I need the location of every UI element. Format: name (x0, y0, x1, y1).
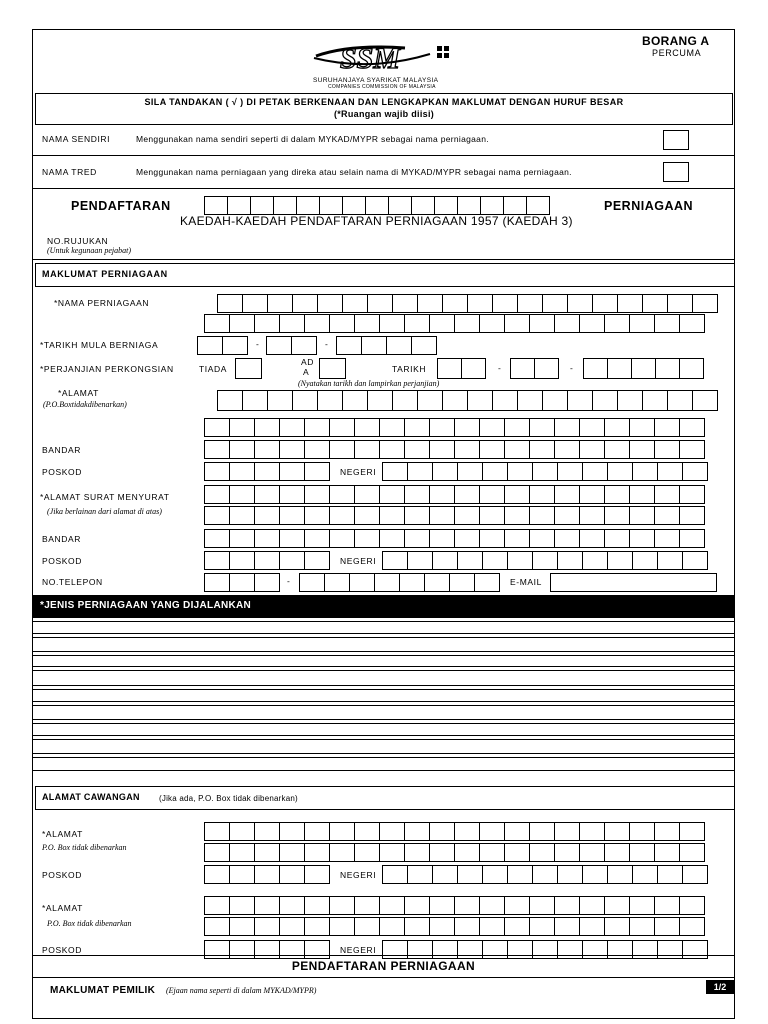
mail-address-boxes-row-1[interactable] (204, 485, 704, 504)
mail-state-boxes[interactable] (382, 551, 707, 570)
logo-text: SSM (340, 42, 401, 75)
branch-postcode-1-boxes[interactable] (204, 865, 329, 884)
branch-address-2-boxes-row-2[interactable] (204, 917, 704, 936)
email-label: E-MAIL (510, 577, 542, 587)
postcode-label: POSKOD (42, 467, 82, 477)
branch-state-1-boxes[interactable] (382, 865, 707, 884)
divider (32, 259, 735, 260)
trade-name-label: NAMA TRED (42, 167, 97, 177)
start-date-month-boxes[interactable] (266, 336, 316, 355)
city-boxes[interactable] (204, 440, 704, 459)
org-name-en: COMPANIES COMMISSION OF MALAYSIA (328, 84, 436, 90)
mail-city-boxes[interactable] (204, 529, 704, 548)
postcode-boxes[interactable] (204, 462, 329, 481)
owner-section-title: MAKLUMAT PEMILIK (50, 985, 156, 996)
branch-address-label-2: *ALAMAT (42, 903, 83, 913)
instruction-line-2: (*Ruangan wajib diisi) (333, 109, 435, 119)
branch-address-1-boxes-row-1[interactable] (204, 822, 704, 841)
business-type-line[interactable] (32, 621, 735, 634)
partnership-none-label: TIADA (199, 364, 228, 374)
phone-prefix-boxes[interactable] (204, 573, 279, 592)
start-date-label: *TARIKH MULA BERNIAGA (40, 340, 159, 350)
address-label: *ALAMAT (58, 388, 99, 398)
form-subtitle: KAEDAH-KAEDAH PENDAFTARAN PERNIAGAAN 1957 (KAEDAH 3) (180, 214, 573, 228)
partnership-yes-checkbox[interactable] (319, 358, 346, 379)
divider (32, 955, 735, 956)
partnership-label: *PERJANJIAN PERKONGSIAN (40, 364, 174, 374)
own-name-label: NAMA SENDIRI (42, 134, 111, 144)
partnership-yes-label-2: A (303, 367, 310, 377)
branch-state-2-boxes[interactable] (382, 940, 707, 959)
date-separator: - (570, 363, 574, 373)
state-label: NEGERI (340, 467, 377, 477)
business-type-line[interactable] (32, 689, 735, 702)
mail-state-label: NEGERI (340, 556, 377, 566)
branch-state-label-1: NEGERI (340, 870, 377, 880)
partnership-yes-label: AD (301, 357, 315, 367)
partnership-date-year-boxes[interactable] (583, 358, 703, 379)
trade-name-checkbox[interactable] (663, 162, 689, 182)
owner-section-note: (Ejaan nama seperti di dalam MYKAD/MYPR) (166, 986, 317, 995)
branch-address-label-1: *ALAMAT (42, 829, 83, 839)
divider (32, 188, 735, 189)
form-code: BORANG A (642, 34, 710, 48)
partnership-date-day-boxes[interactable] (437, 358, 485, 379)
phone-separator: - (287, 576, 291, 586)
business-type-line[interactable] (32, 637, 735, 652)
branch-state-label-2: NEGERI (340, 945, 377, 955)
instruction-line-1: SILA TANDAKAN ( √ ) DI PETAK BERKENAAN DAN LENGKAPKAN MAKLUMAT DENGAN HURUF BESAR (144, 97, 624, 107)
date-separator: - (325, 339, 329, 349)
state-boxes[interactable] (382, 462, 707, 481)
branch-section-header (35, 786, 735, 810)
divider (32, 155, 735, 156)
reference-note: (Untuk kegunaan pejabat) (47, 246, 131, 255)
reference-number-boxes[interactable] (204, 196, 549, 215)
branch-address-note-2: P.O. Box tidak dibenarkan (47, 919, 132, 928)
branch-postcode-label-1: POSKOD (42, 870, 82, 880)
org-name: SURUHANJAYA SYARIKAT MALAYSIA (313, 77, 439, 84)
divider (32, 977, 735, 978)
partnership-none-checkbox[interactable] (235, 358, 262, 379)
footer-title: PENDAFTARAN PERNIAGAAN (291, 959, 476, 973)
address-boxes-row-1[interactable] (217, 390, 717, 411)
page-number: 1/2 (706, 980, 734, 994)
partnership-date-label: TARIKH (392, 364, 427, 374)
business-type-section-title: *JENIS PERNIAGAAN YANG DIJALANKAN (40, 600, 252, 611)
branch-section-note: (Jika ada, P.O. Box tidak dibenarkan) (159, 794, 298, 803)
phone-number-boxes[interactable] (299, 573, 499, 592)
business-type-line[interactable] (32, 655, 735, 667)
branch-postcode-label-2: POSKOD (42, 945, 82, 955)
reference-label: NO.RUJUKAN (47, 236, 109, 246)
business-type-section-header (32, 595, 735, 618)
branch-section-title: ALAMAT CAWANGAN (42, 792, 140, 802)
branch-address-note-1: P.O. Box tidak dibenarkan (42, 843, 127, 852)
business-name-label: *NAMA PERNIAGAAN (54, 298, 150, 308)
trade-name-desc: Menggunakan nama perniagaan yang direka atau selain nama di MYKAD/MYPR sebagai nama perniagaan. (136, 167, 572, 177)
mail-postcode-boxes[interactable] (204, 551, 329, 570)
own-name-checkbox[interactable] (663, 130, 689, 150)
mail-postcode-label: POSKOD (42, 556, 82, 566)
business-section-title: MAKLUMAT PERNIAGAAN (42, 269, 168, 279)
mail-address-label: *ALAMAT SURAT MENYURAT (40, 492, 170, 502)
mail-address-boxes-row-2[interactable] (204, 506, 704, 525)
start-date-year-boxes[interactable] (336, 336, 436, 355)
city-label: BANDAR (42, 445, 82, 455)
date-separator: - (498, 363, 502, 373)
date-separator: - (256, 339, 260, 349)
mail-address-note: (Jika berlainan dari alamat di atas) (47, 507, 162, 516)
business-type-line[interactable] (32, 723, 735, 736)
address-note: (P.O.Boxtidakdibenarkan) (43, 400, 127, 409)
phone-label: NO.TELEPON (42, 577, 103, 587)
business-type-line[interactable] (32, 739, 735, 754)
address-boxes-row-2[interactable] (204, 418, 704, 437)
title-left: PENDAFTARAN (71, 199, 171, 213)
mail-city-label: BANDAR (42, 534, 82, 544)
own-name-desc: Menggunakan nama sendiri seperti di dalam MYKAD/MYPR sebagai nama perniagaan. (136, 134, 489, 144)
form-price: PERCUMA (652, 48, 702, 58)
partnership-date-month-boxes[interactable] (510, 358, 558, 379)
business-type-line[interactable] (32, 757, 735, 771)
business-name-boxes-row-2[interactable] (204, 314, 704, 333)
branch-address-2-boxes-row-1[interactable] (204, 896, 704, 915)
business-type-line[interactable] (32, 670, 735, 686)
partnership-note: (Nyatakan tarikh dan lampirkan perjanjian) (298, 379, 440, 388)
title-right: PERNIAGAAN (604, 199, 694, 213)
start-date-day-boxes[interactable] (197, 336, 247, 355)
business-type-line[interactable] (32, 705, 735, 720)
business-name-boxes-row-1[interactable] (217, 294, 717, 313)
branch-address-1-boxes-row-2[interactable] (204, 843, 704, 862)
email-input[interactable] (550, 573, 717, 592)
branch-postcode-2-boxes[interactable] (204, 940, 329, 959)
